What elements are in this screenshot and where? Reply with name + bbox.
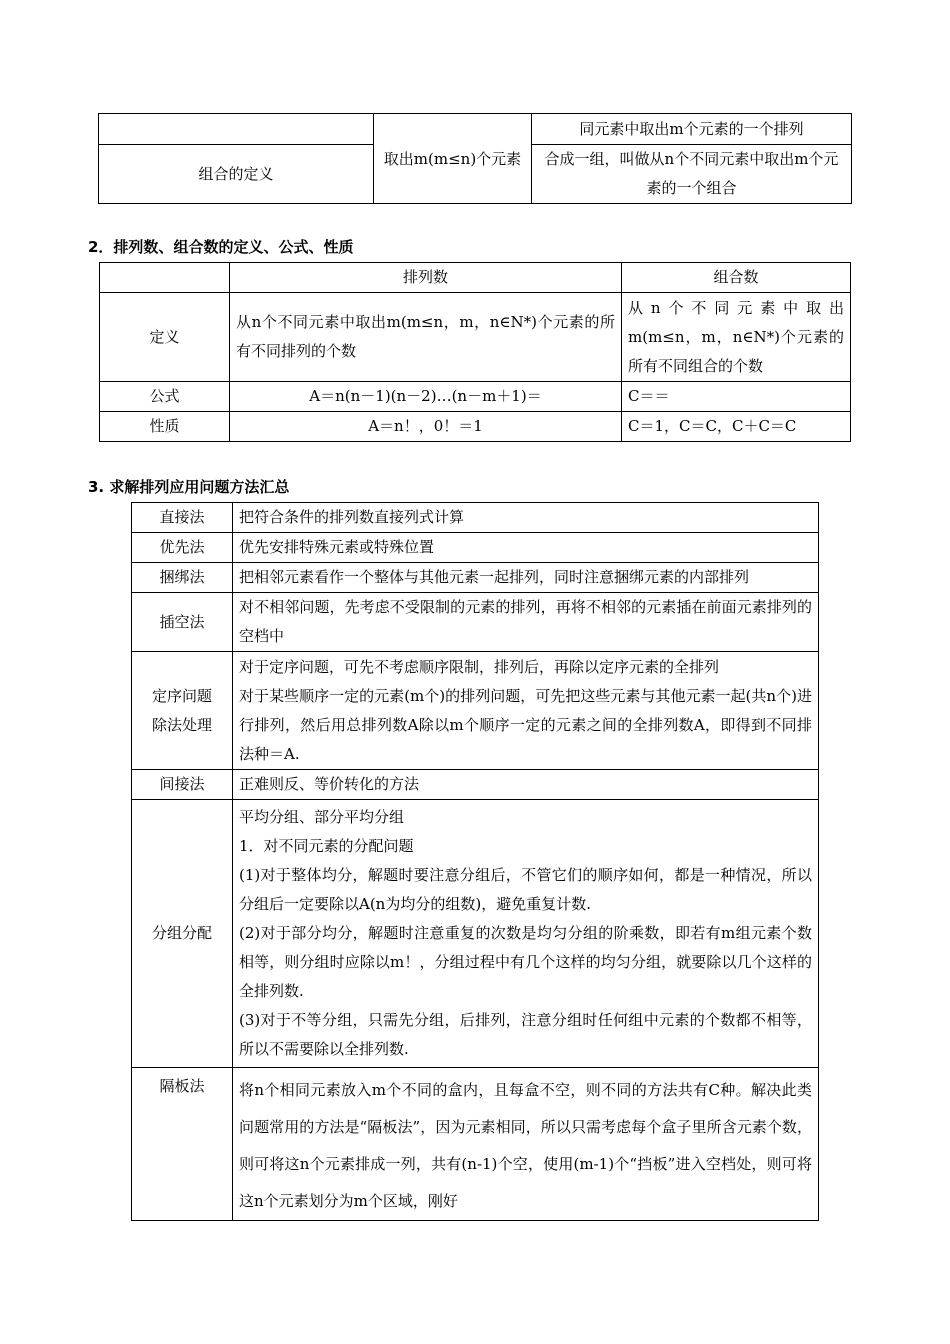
perm-comb-header-blank xyxy=(100,263,230,293)
table1-cell-comb-def-text: 合成一组，叫做从n个不同元素中取出m个元素的一个组合 xyxy=(532,145,852,204)
method-text: 把相邻元素看作一个整体与其他元素一起排列，同时注意捆绑元素的内部排列 xyxy=(233,563,819,593)
perm-comb-table xyxy=(99,262,851,442)
table1-cell-perm-tail: 同元素中取出m个元素的一个排列 xyxy=(532,114,852,145)
section3-heading: 3. 求解排列应用问题方法汇总 xyxy=(88,478,290,496)
formula-perm: A＝n(n－1)(n－2)…(n－m＋1)＝ xyxy=(230,382,622,412)
combination-definition-table xyxy=(98,113,852,204)
prop-comb: C＝1，C＝C，C＋C＝C xyxy=(622,412,851,442)
method-text-line: 对于某些顺序一定的元素(m个)的排列问题，可先把这些元素与其他元素一起(共n个)进行排列，然后用总排列数A除以m个顺序一定的元素之间的全排列数A，即得到不同排法种＝A. xyxy=(239,686,812,763)
method-text: 对不相邻问题，先考虑不受限制的元素的排列，再将不相邻的元素插在前面元素排列的空档中 xyxy=(233,593,819,652)
table1-cell-comb-def-label: 组合的定义 xyxy=(99,145,374,204)
table1-cell-take-m xyxy=(374,114,532,204)
method-label: 捆绑法 xyxy=(132,563,233,593)
def-label: 定义 xyxy=(100,293,230,382)
section2-heading: 2．排列数、组合数的定义、公式、性质 xyxy=(88,238,354,256)
formula-comb: C＝＝ xyxy=(622,382,851,412)
method-label: 分组分配 xyxy=(132,800,233,1068)
method-text: 把符合条件的排列数直接列式计算 xyxy=(233,503,819,533)
table1-cell-empty xyxy=(99,114,374,145)
formula-label: 公式 xyxy=(100,382,230,412)
method-label: 隔板法 xyxy=(132,1068,233,1221)
def-comb: 从n个不同元素中取出m(m≤n，m，n∈N*)个元素的所有不同组合的个数 xyxy=(622,293,851,382)
method-text-line: 平均分组、部分平均分组 xyxy=(239,808,405,826)
method-text: 正难则反、等价转化的方法 xyxy=(233,770,819,800)
method-label: 间接法 xyxy=(132,770,233,800)
def-perm: 从n个不同元素中取出m(m≤n，m，n∈N*)个元素的所有不同排列的个数 xyxy=(230,293,622,382)
prop-perm: A＝n！，0！＝1 xyxy=(230,412,622,442)
method-label: 优先法 xyxy=(132,533,233,563)
comb-header: 组合数 xyxy=(622,263,851,293)
method-text-line: 对于定序问题，可先不考虑顺序限制，排列后，再除以定序元素的全排列 xyxy=(239,657,720,676)
methods-table xyxy=(131,502,819,1221)
method-label: 定序问题除法处理 xyxy=(132,652,233,770)
method-text: 将n个相同元素放入m个不同的盒内，且每盒不空，则不同的方法共有C种。解决此类问题常用的方法是“隔板法”，因为元素相同，所以只需考虑每个盒子里所含元素个数，则可将这n个元素排成一列，共有(n-1)个空，使用(m-1)个“挡板”进入空档处，则可将这n个元素划分为m个区域，刚好 xyxy=(233,1068,819,1221)
method-text-line: 1．对不同元素的分配问题 xyxy=(239,837,414,855)
prop-label: 性质 xyxy=(100,412,230,442)
method-text-line: (3)对于不等分组，只需先分组，后排列，注意分组时任何组中元素的个数都不相等，所以不需要除以全排列数. xyxy=(239,1011,812,1058)
method-label: 插空法 xyxy=(132,593,233,652)
method-text-line: (1)对于整体均分，解题时要注意分组后，不管它们的顺序如何，都是一种情况，所以分组后一定要除以A(n为均分的组数)，避免重复计数. xyxy=(239,866,812,913)
method-text xyxy=(233,652,819,770)
method-text: 优先安排特殊元素或特殊位置 xyxy=(233,533,819,563)
perm-header: 排列数 xyxy=(230,263,622,293)
take-m-text: 取出m(m≤n)个元素 xyxy=(383,149,522,168)
method-label: 直接法 xyxy=(132,503,233,533)
method-text xyxy=(233,800,819,1068)
method-text-line: (2)对于部分均分，解题时注意重复的次数是均匀分组的阶乘数，即若有m组元素个数相等，则分组时应除以m！，分组过程中有几个这样的均匀分组，就要除以几个这样的全排列数. xyxy=(239,924,812,1000)
